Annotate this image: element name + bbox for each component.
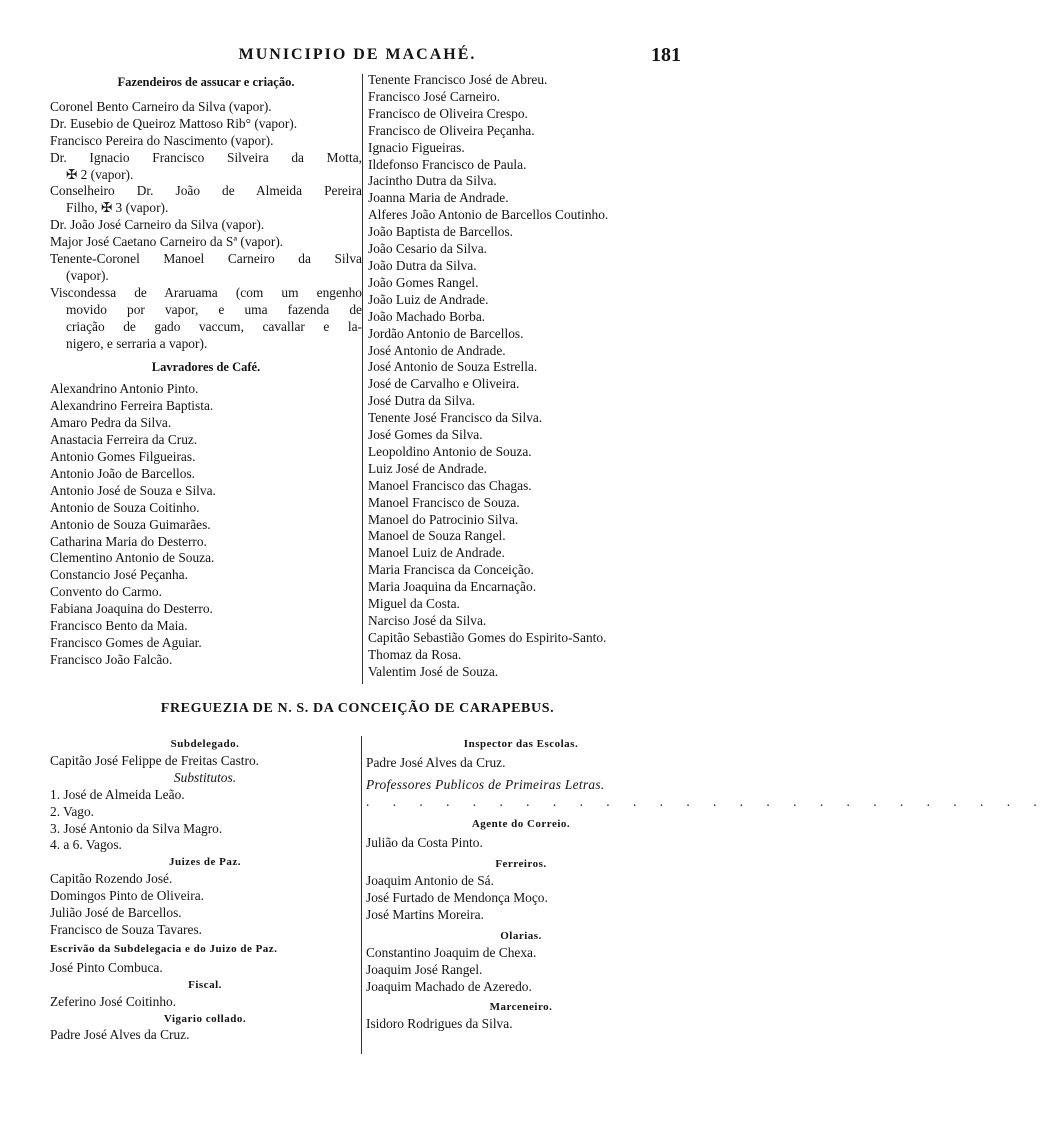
list-item: José Antonio de Souza Estrella. — [368, 359, 538, 375]
list-item: Tenente-Coronel Manoel Carneiro da Silva — [50, 251, 362, 267]
list-item: José Furtado de Mendonça Moço. — [366, 890, 548, 906]
list-item: Fabiana Joaquina do Desterro. — [50, 601, 213, 617]
list-item: José Antonio de Andrade. — [368, 342, 506, 358]
list-item: Tenente Francisco José de Abreu. — [368, 72, 548, 87]
agente-name: Julião da Costa Pinto. — [366, 834, 483, 850]
heading-lavradores: Lavradores de Café. — [151, 359, 261, 374]
heading-subdelegado: Subdelegado. — [170, 738, 240, 750]
list-item: Francisco de Oliveira Crespo. — [368, 105, 528, 121]
escrivao-name: José Pinto Combuca. — [50, 959, 163, 975]
heading-inspector: Inspector das Escolas. — [463, 738, 579, 750]
left-column-top — [50, 74, 362, 669]
list-item: Amaro Pedra da Silva. — [50, 415, 172, 431]
list-item: João Gomes Rangel. — [368, 274, 479, 290]
heading-juizes-de-paz: Juizes de Paz. — [168, 856, 242, 869]
right-column-bottom — [366, 736, 1047, 1033]
list-item: 4. a 6. Vagos. — [50, 837, 122, 853]
list-item: José Dutra da Silva. — [368, 393, 476, 409]
list-item: Manoel do Patrocinio Silva. — [368, 511, 519, 527]
marceneiro-name: Isidoro Rodrigues da Silva. — [366, 1015, 513, 1031]
list-item: Capitão Rozendo José. — [50, 871, 173, 887]
list-item: (vapor). — [66, 267, 109, 283]
list-item: Joaquim José Rangel. — [366, 961, 483, 977]
running-head — [0, 44, 715, 68]
list-item: João Cesario da Silva. — [368, 241, 488, 257]
list-item: Clementino Antonio de Souza. — [50, 550, 215, 566]
list-item: Francisco José Carneiro. — [368, 88, 501, 104]
list-item: João Dutra da Silva. — [368, 257, 477, 273]
list-item: Constantino Joaquim de Chexa. — [366, 944, 537, 960]
list-item: Antonio de Souza Guimarães. — [50, 516, 211, 532]
list-item: Joaquim Antonio de Sá. — [366, 873, 494, 889]
list-item: Francisco João Falcão. — [50, 651, 173, 667]
list-item: Leopoldino Antonio de Souza. — [368, 443, 532, 459]
right-column-top — [368, 72, 686, 681]
list-item: Dr. João José Carneiro da Silva (vapor). — [50, 217, 265, 233]
list-item: Narciso José da Silva. — [368, 613, 487, 628]
heading-fazendeiros: Fazendeiros de assucar e criação. — [117, 75, 295, 89]
list-item: Antonio João de Barcellos. — [50, 465, 196, 481]
list-item: Francisco de Oliveira Peçanha. — [368, 122, 535, 138]
list-item: João Machado Borba. — [368, 308, 486, 324]
list-item: 2. Vago. — [50, 803, 95, 819]
list-item: 1. José de Almeida Leão. — [50, 786, 185, 802]
list-item: Miguel da Costa. — [368, 596, 460, 612]
list-item: Julião José de Barcellos. — [50, 905, 182, 921]
list-item: Jacintho Dutra da Silva. — [368, 173, 497, 189]
list-item: Constancio José Peçanha. — [50, 567, 188, 583]
list-item: Dr. Eusebio de Queiroz Mattoso Rib° (vapor). — [50, 115, 298, 131]
list-item: Ignacio Figueiras. — [368, 139, 465, 155]
list-item: Manoel de Souza Rangel. — [368, 528, 506, 544]
heading-escrivao: Escrivão da Subdelegacia e do Juizo de Paz. — [50, 942, 278, 955]
list-item: Viscondessa de Araruama (com um engenho — [50, 284, 362, 300]
list-item: criação de gado vaccum, cavallar e la- — [66, 318, 362, 334]
list-item: movido por vapor, e uma fazenda de — [66, 301, 362, 317]
list-item: José Gomes da Silva. — [368, 427, 483, 443]
list-item: Major José Caetano Carneiro da Sª (vapor). — [50, 234, 284, 250]
list-item: Valentim José de Souza. — [368, 663, 499, 679]
subdelegado-name: Capitão José Felippe de Freitas Castro. — [50, 752, 260, 768]
heading-substitutos: Substitutos. — [173, 769, 237, 785]
column-divider-top — [362, 74, 363, 684]
heading-ferreiros: Ferreiros. — [495, 858, 547, 871]
list-item: Tenente José Francisco da Silva. — [368, 410, 543, 426]
inspector-name: Padre José Alves da Cruz. — [366, 754, 506, 770]
dotted-leader: . . . . . . . . . . . . . . . . . . . . . . . . . . — [366, 793, 1047, 809]
heading-vigario: Vigario collado. — [163, 1012, 247, 1025]
column-divider-bottom — [361, 736, 362, 1054]
list-item: nigero, e serraria a vapor). — [66, 335, 208, 351]
list-item: Maria Joaquina da Encarnação. — [368, 579, 537, 595]
list-item: Anastacia Ferreira da Cruz. — [50, 432, 198, 448]
list-item: Antonio José de Souza e Silva. — [50, 482, 216, 498]
list-item: Conselheiro Dr. João de Almeida Pereira — [50, 183, 362, 199]
heading-olarias: Olarias. — [500, 930, 542, 943]
list-item: Francisco de Souza Tavares. — [50, 921, 203, 937]
list-item: Antonio de Souza Coitinho. — [50, 499, 200, 515]
list-item: Thomaz da Rosa. — [368, 646, 462, 662]
list-item: João Luiz de Andrade. — [368, 291, 489, 307]
running-title: MUNICIPIO DE MACAHÉ. — [238, 46, 477, 63]
list-item: Filho, ✠ 3 (vapor). — [66, 200, 169, 216]
left-column-bottom — [50, 736, 360, 1044]
list-item: João Baptista de Barcellos. — [368, 224, 514, 240]
heading-agente-correio: Agente do Correio. — [471, 817, 571, 830]
heading-marceneiro: Marceneiro. — [489, 1000, 553, 1013]
list-item: 3. José Antonio da Silva Magro. — [50, 820, 223, 836]
list-item: Alexandrino Antonio Pinto. — [50, 381, 199, 397]
list-item: Convento do Carmo. — [50, 584, 162, 600]
heading-fiscal: Fiscal. — [188, 978, 222, 991]
list-item: José Martins Moreira. — [366, 907, 484, 923]
list-item: Manoel Luiz de Andrade. — [368, 545, 505, 561]
list-item: Joaquim Machado de Azeredo. — [366, 978, 532, 994]
list-item: Manoel Francisco de Souza. — [368, 494, 520, 510]
list-item: Ildefonso Francisco de Paula. — [368, 156, 527, 172]
list-item: Domingos Pinto de Oliveira. — [50, 888, 204, 904]
list-item: Coronel Bento Carneiro da Silva (vapor). — [50, 98, 272, 114]
list-item: Joanna Maria de Andrade. — [368, 190, 509, 206]
list-item: Francisco Pereira do Nascimento (vapor). — [50, 132, 274, 148]
list-item: Luiz José de Andrade. — [368, 460, 487, 476]
fiscal-name: Zeferino José Coitinho. — [50, 993, 177, 1009]
list-item: ✠ 2 (vapor). — [66, 166, 134, 182]
list-item: Catharina Maria do Desterro. — [50, 533, 207, 549]
list-item: Alferes João Antonio de Barcellos Coutinho. — [368, 207, 609, 223]
list-item: Jordão Antonio de Barcellos. — [368, 325, 524, 341]
heading-professores: Professores Publicos de Primeiras Letras. — [366, 776, 605, 792]
list-item: José de Carvalho e Oliveira. — [368, 376, 520, 392]
page-number: 181 — [651, 44, 681, 66]
list-item: Francisco Bento da Maia. — [50, 618, 188, 634]
parish-title: FREGUEZIA DE N. S. DA CONCEIÇÃO DE CARAPEBUS. — [160, 701, 555, 716]
list-item: Antonio Gomes Filgueiras. — [50, 449, 196, 465]
list-item: Dr. Ignacio Francisco Silveira da Motta, — [50, 149, 362, 165]
list-item: Manoel Francisco das Chagas. — [368, 477, 532, 493]
list-item: Capitão Sebastião Gomes do Espirito-Santo. — [368, 629, 607, 645]
list-item: Alexandrino Ferreira Baptista. — [50, 398, 214, 414]
vigario-name: Padre José Alves da Cruz. — [50, 1027, 190, 1043]
list-item: Francisco Gomes de Aguiar. — [50, 635, 202, 650]
list-item: Maria Francisca da Conceição. — [368, 562, 534, 578]
